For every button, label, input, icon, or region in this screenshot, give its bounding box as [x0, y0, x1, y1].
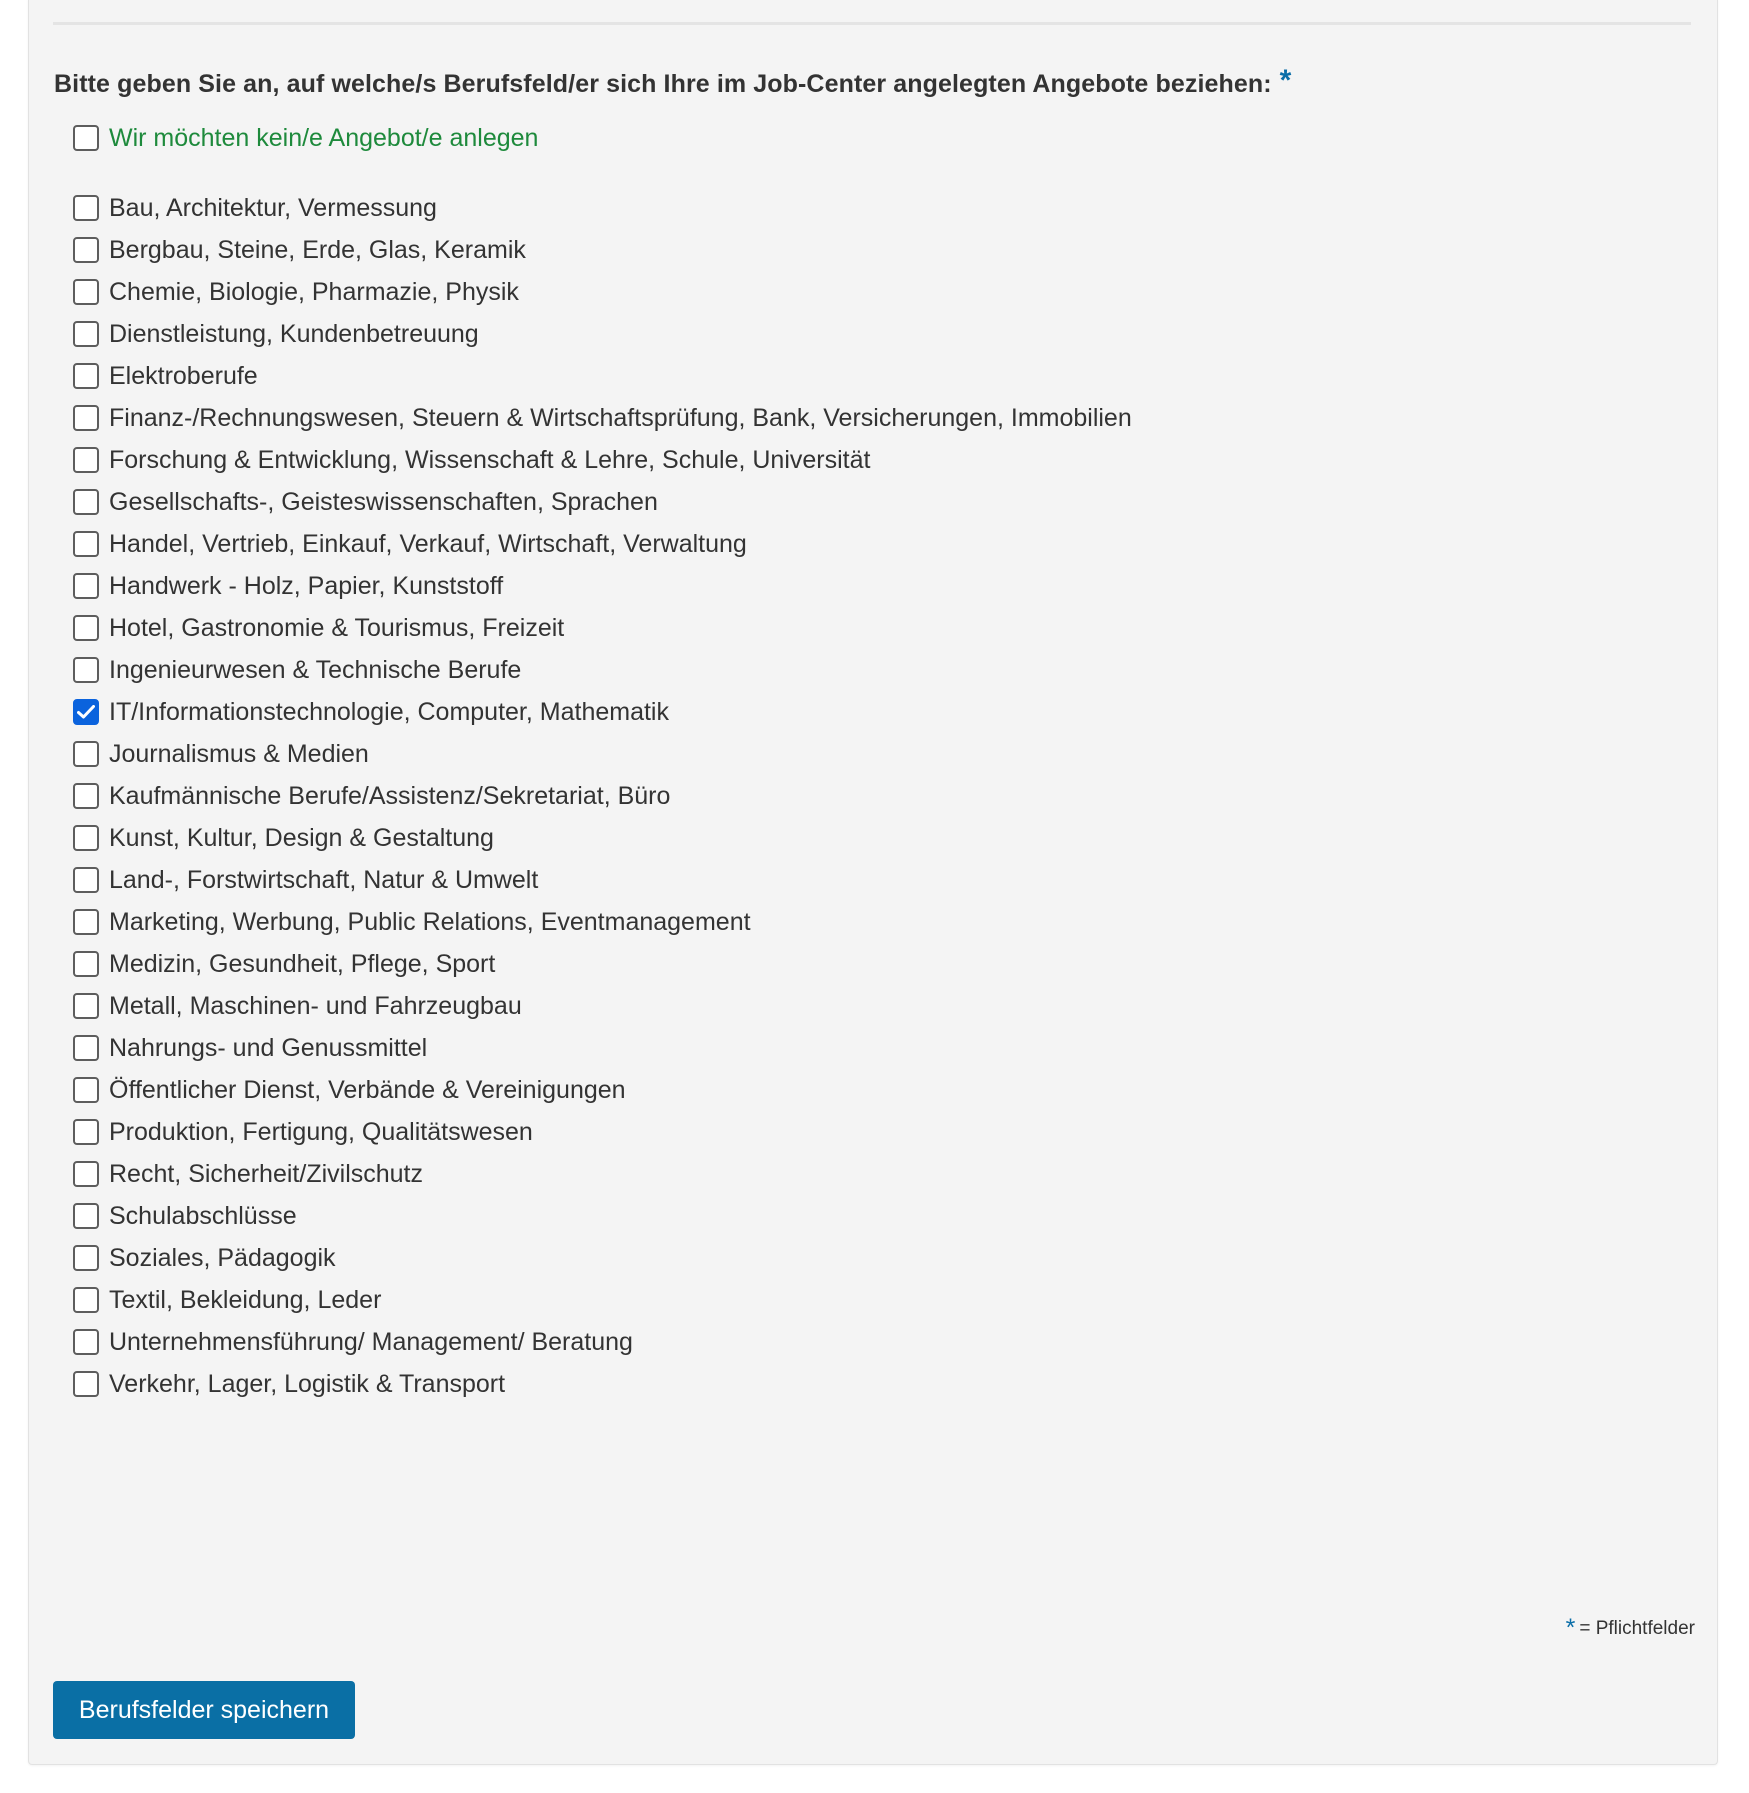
occupation-checkbox[interactable]: [73, 699, 99, 725]
occupation-checkbox[interactable]: [73, 1371, 99, 1397]
occupation-checkbox[interactable]: [73, 615, 99, 641]
occupation-option[interactable]: [73, 986, 522, 1026]
occupation-label: Verkehr, Lager, Logistik & Transport: [109, 1369, 506, 1398]
checkmark-icon: [77, 705, 95, 719]
occupation-label: Textil, Bekleidung, Leder: [109, 1285, 382, 1314]
question-heading: [54, 66, 1291, 100]
occupation-option[interactable]: [73, 1364, 505, 1404]
occupation-label: Elektroberufe: [109, 361, 258, 390]
occupation-checkbox[interactable]: [73, 783, 99, 809]
occupation-label: Gesellschafts-, Geisteswissenschaften, Sprachen: [109, 487, 658, 516]
occupation-option[interactable]: [73, 1112, 533, 1152]
question-text: Bitte geben Sie an, auf welche/s Berufsfeld/er sich Ihre im Job-Center angelegten Angebote beziehen:: [54, 70, 1272, 98]
no-offer-checkbox[interactable]: [73, 125, 99, 151]
occupation-checkbox[interactable]: [73, 573, 99, 599]
occupation-label: Handwerk - Holz, Papier, Kunststoff: [109, 571, 504, 600]
occupation-label: Hotel, Gastronomie & Tourismus, Freizeit: [109, 613, 565, 642]
occupation-option[interactable]: [73, 188, 437, 228]
form-panel: [28, 0, 1718, 1765]
occupation-checkbox[interactable]: [73, 405, 99, 431]
occupation-option[interactable]: [73, 650, 521, 690]
occupation-label: Unternehmensführung/ Management/ Beratung: [109, 1327, 633, 1356]
occupation-label: Medizin, Gesundheit, Pflege, Sport: [109, 949, 496, 978]
occupation-option[interactable]: [73, 314, 479, 354]
occupation-checkbox[interactable]: [73, 867, 99, 893]
occupation-option[interactable]: [73, 566, 503, 606]
occupation-checkbox[interactable]: [73, 993, 99, 1019]
occupation-label: Metall, Maschinen- und Fahrzeugbau: [109, 991, 522, 1020]
occupation-label: Bergbau, Steine, Erde, Glas, Keramik: [109, 235, 526, 264]
occupation-option[interactable]: [73, 944, 495, 984]
occupation-checkbox[interactable]: [73, 1077, 99, 1103]
occupation-option[interactable]: [73, 1196, 297, 1236]
occupation-option[interactable]: [73, 1280, 381, 1320]
occupation-option[interactable]: [73, 524, 747, 564]
occupation-checkbox[interactable]: [73, 237, 99, 263]
occupation-checkbox[interactable]: [73, 447, 99, 473]
occupation-checkbox[interactable]: [73, 195, 99, 221]
occupation-label: Kunst, Kultur, Design & Gestaltung: [109, 823, 494, 852]
occupation-checkbox[interactable]: [73, 909, 99, 935]
occupation-label: Kaufmännische Berufe/Assistenz/Sekretariat, Büro: [109, 781, 671, 810]
required-marker: *: [1279, 64, 1292, 97]
occupation-checkbox[interactable]: [73, 1161, 99, 1187]
occupation-option[interactable]: [73, 1070, 626, 1110]
occupation-option[interactable]: [73, 1322, 633, 1362]
occupation-label: Handel, Vertrieb, Einkauf, Verkauf, Wirtschaft, Verwaltung: [109, 529, 747, 558]
occupation-checkbox[interactable]: [73, 1203, 99, 1229]
required-legend: [1566, 1612, 1695, 1641]
occupation-label: Dienstleistung, Kundenbetreuung: [109, 319, 479, 348]
no-offer-label: Wir möchten kein/e Angebot/e anlegen: [109, 123, 539, 152]
occupation-checkbox[interactable]: [73, 741, 99, 767]
occupation-option[interactable]: [73, 272, 519, 312]
occupation-label: Nahrungs- und Genussmittel: [109, 1033, 428, 1062]
occupation-label: Recht, Sicherheit/Zivilschutz: [109, 1159, 424, 1188]
save-occupation-fields-button[interactable]: Berufsfelder speichern: [53, 1681, 355, 1739]
occupation-checkbox[interactable]: [73, 1287, 99, 1313]
occupation-option[interactable]: [73, 440, 870, 480]
divider: [53, 22, 1691, 25]
occupation-option[interactable]: [73, 608, 564, 648]
occupation-label: Chemie, Biologie, Pharmazie, Physik: [109, 277, 519, 306]
occupation-label: Forschung & Entwicklung, Wissenschaft & Lehre, Schule, Universität: [109, 445, 871, 474]
occupation-checkbox[interactable]: [73, 951, 99, 977]
legend-required-marker: *: [1565, 1614, 1576, 1642]
occupation-checkbox[interactable]: [73, 531, 99, 557]
occupation-option[interactable]: [73, 482, 658, 522]
occupation-checkbox[interactable]: [73, 1245, 99, 1271]
occupation-checkbox[interactable]: [73, 1119, 99, 1145]
occupation-label: Öffentlicher Dienst, Verbände & Vereinigungen: [109, 1075, 626, 1104]
occupation-label: Journalismus & Medien: [109, 739, 369, 768]
occupation-label: Ingenieurwesen & Technische Berufe: [109, 655, 522, 684]
occupation-label: IT/Informationstechnologie, Computer, Mathematik: [109, 697, 669, 726]
occupation-option[interactable]: [73, 818, 494, 858]
occupation-checkbox[interactable]: [73, 1329, 99, 1355]
occupation-label: Bau, Architektur, Vermessung: [109, 193, 437, 222]
occupation-checkbox[interactable]: [73, 657, 99, 683]
occupation-option[interactable]: [73, 1028, 427, 1068]
occupation-option[interactable]: [73, 860, 538, 900]
occupation-label: Produktion, Fertigung, Qualitätswesen: [109, 1117, 533, 1146]
occupation-option[interactable]: [73, 398, 1132, 438]
occupation-label: Marketing, Werbung, Public Relations, Eventmanagement: [109, 907, 751, 936]
occupation-option[interactable]: [73, 692, 669, 732]
occupation-option[interactable]: [73, 230, 526, 270]
occupation-option[interactable]: [73, 356, 258, 396]
occupation-checkbox[interactable]: [73, 1035, 99, 1061]
occupation-checkbox[interactable]: [73, 363, 99, 389]
occupation-checkbox[interactable]: [73, 489, 99, 515]
occupation-label: Land-, Forstwirtschaft, Natur & Umwelt: [109, 865, 539, 894]
occupation-checkbox[interactable]: [73, 321, 99, 347]
occupation-label: Schulabschlüsse: [109, 1201, 297, 1230]
occupation-checkbox[interactable]: [73, 825, 99, 851]
occupation-checkbox[interactable]: [73, 279, 99, 305]
occupation-option[interactable]: [73, 776, 670, 816]
occupation-option[interactable]: [73, 1238, 336, 1278]
occupation-label: Finanz-/Rechnungswesen, Steuern & Wirtschaftsprüfung, Bank, Versicherungen, Immobilien: [109, 403, 1132, 432]
occupation-option[interactable]: [73, 734, 369, 774]
occupation-option[interactable]: [73, 902, 751, 942]
occupation-label: Soziales, Pädagogik: [109, 1243, 336, 1272]
legend-text: = Pflichtfelder: [1579, 1618, 1695, 1639]
no-offer-option[interactable]: [73, 118, 538, 158]
occupation-option[interactable]: [73, 1154, 423, 1194]
